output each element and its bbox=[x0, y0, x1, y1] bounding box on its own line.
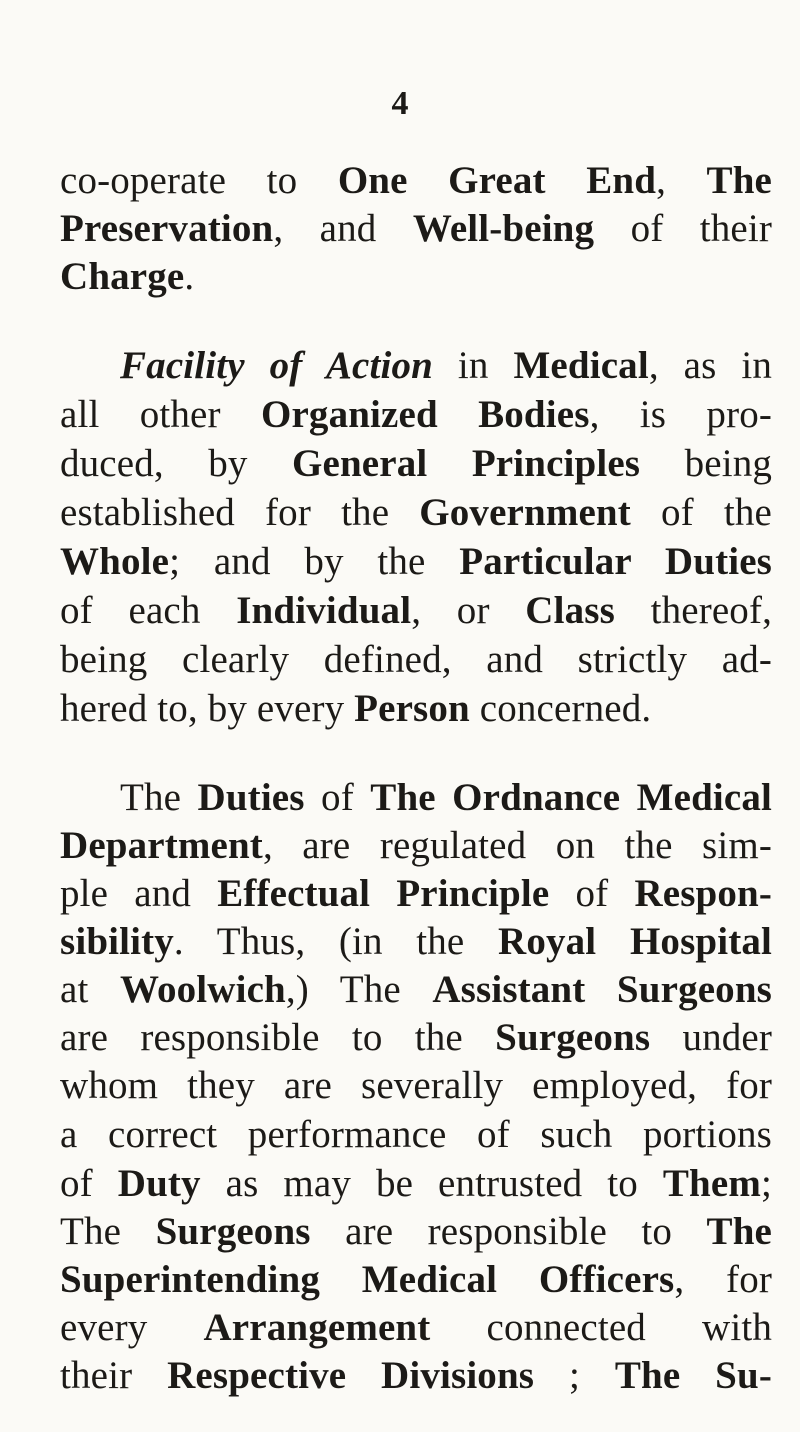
text-run: Department bbox=[60, 824, 263, 867]
text-run: General Principles bbox=[292, 442, 641, 485]
text-run: Surgeons bbox=[495, 1016, 651, 1059]
text-run: The bbox=[60, 1210, 156, 1253]
text-run: ; and by the bbox=[169, 540, 460, 583]
text-run: of their bbox=[594, 207, 772, 250]
text-run: Assistant Surgeons bbox=[432, 968, 773, 1011]
text-line bbox=[60, 591, 772, 631]
text-run: Preservation bbox=[60, 207, 274, 250]
text-line bbox=[60, 1115, 772, 1155]
text-run: at bbox=[60, 968, 120, 1011]
text-run: Well-being bbox=[412, 207, 595, 250]
text-run: of bbox=[304, 776, 371, 819]
text-run: . Thus, (in the bbox=[173, 920, 499, 963]
text-line bbox=[60, 209, 772, 249]
text-run: Individual bbox=[236, 589, 412, 632]
text-run: every bbox=[60, 1306, 204, 1349]
text-run: , bbox=[656, 159, 707, 202]
text-line bbox=[60, 1066, 772, 1106]
text-run: ; bbox=[534, 1354, 615, 1397]
text-line bbox=[60, 1164, 772, 1204]
text-run: One Great End bbox=[337, 159, 657, 202]
text-run: The bbox=[706, 159, 772, 202]
text-run: , are regulated on the sim- bbox=[262, 824, 772, 867]
text-run: , is pro- bbox=[589, 393, 772, 436]
text-run: ,) The bbox=[285, 968, 433, 1011]
text-line bbox=[60, 395, 772, 435]
text-run: of each bbox=[60, 589, 237, 632]
text-run: , for bbox=[674, 1258, 772, 1301]
text-run: their bbox=[60, 1354, 168, 1397]
text-line bbox=[60, 493, 772, 533]
text-run: co-operate to bbox=[60, 159, 338, 202]
text-run: Respective Divisions bbox=[167, 1354, 535, 1397]
text-run: whom they are severally employed, for bbox=[60, 1064, 772, 1107]
text-run: in bbox=[432, 344, 514, 387]
text-run: Facility of Action bbox=[120, 344, 433, 387]
text-run: being bbox=[640, 442, 773, 485]
text-line bbox=[60, 1260, 772, 1300]
text-line bbox=[60, 970, 772, 1010]
text-run: hered to, by every bbox=[60, 687, 355, 730]
text-run: all other bbox=[60, 393, 261, 436]
text-line bbox=[120, 346, 772, 386]
text-run: Whole bbox=[60, 540, 170, 583]
text-run: Respon- bbox=[634, 872, 773, 915]
text-run: , and bbox=[273, 207, 413, 250]
text-run: Superintending Medical Officers bbox=[60, 1258, 675, 1301]
text-run: Organized Bodies bbox=[260, 393, 590, 436]
text-line bbox=[60, 257, 772, 297]
text-run: , as in bbox=[648, 344, 772, 387]
text-run: Person bbox=[354, 687, 470, 730]
text-run: The Su- bbox=[614, 1354, 772, 1397]
text-run: The bbox=[120, 776, 198, 819]
text-run: are responsible to the bbox=[60, 1016, 496, 1059]
text-run: thereof, bbox=[614, 589, 772, 632]
text-line bbox=[60, 542, 772, 582]
text-line bbox=[120, 778, 772, 818]
text-run: . bbox=[184, 255, 195, 298]
text-run: are responsible to bbox=[310, 1210, 707, 1253]
text-run: The bbox=[706, 1210, 772, 1253]
text-line bbox=[60, 689, 772, 729]
text-run: connected with bbox=[430, 1306, 772, 1349]
text-run: Particular Duties bbox=[459, 540, 772, 583]
text-run: Effectual Principle bbox=[217, 872, 550, 915]
text-run: ; bbox=[761, 1162, 772, 1205]
text-line bbox=[60, 640, 772, 680]
text-line bbox=[60, 874, 772, 914]
text-run: a correct performance of such portions bbox=[60, 1113, 772, 1156]
text-run: Medical bbox=[513, 344, 649, 387]
text-run: Them bbox=[662, 1162, 761, 1205]
text-run: ple and bbox=[60, 872, 218, 915]
text-line bbox=[60, 922, 772, 962]
text-run: of bbox=[60, 1162, 118, 1205]
text-line bbox=[60, 444, 772, 484]
text-run: of the bbox=[630, 491, 772, 534]
text-line bbox=[60, 826, 772, 866]
text-run: The Ordnance Medical bbox=[370, 776, 773, 819]
text-run: , or bbox=[411, 589, 526, 632]
text-run: duced, by bbox=[60, 442, 293, 485]
text-line bbox=[60, 1308, 772, 1348]
text-line bbox=[60, 1018, 772, 1058]
text-run: being clearly defined, and strictly ad- bbox=[60, 638, 772, 681]
text-run: Arrangement bbox=[203, 1306, 431, 1349]
text-run: Class bbox=[525, 589, 615, 632]
text-run: established for the bbox=[60, 491, 420, 534]
text-run: Woolwich bbox=[119, 968, 286, 1011]
text-line bbox=[60, 1356, 772, 1396]
text-run: Government bbox=[419, 491, 631, 534]
text-run: Royal Hospital bbox=[498, 920, 772, 963]
text-run: of bbox=[549, 872, 635, 915]
text-line bbox=[60, 161, 772, 201]
text-run: under bbox=[650, 1016, 772, 1059]
text-run: Surgeons bbox=[155, 1210, 311, 1253]
text-run: concerned. bbox=[469, 687, 652, 730]
text-line bbox=[60, 1212, 772, 1252]
text-run: sibility bbox=[60, 920, 174, 963]
text-run: Duties bbox=[197, 776, 305, 819]
text-run: Charge bbox=[60, 255, 185, 298]
page-number: 4 bbox=[391, 85, 409, 122]
text-run: Duty bbox=[117, 1162, 201, 1205]
text-run: as may be entrusted to bbox=[200, 1162, 663, 1205]
